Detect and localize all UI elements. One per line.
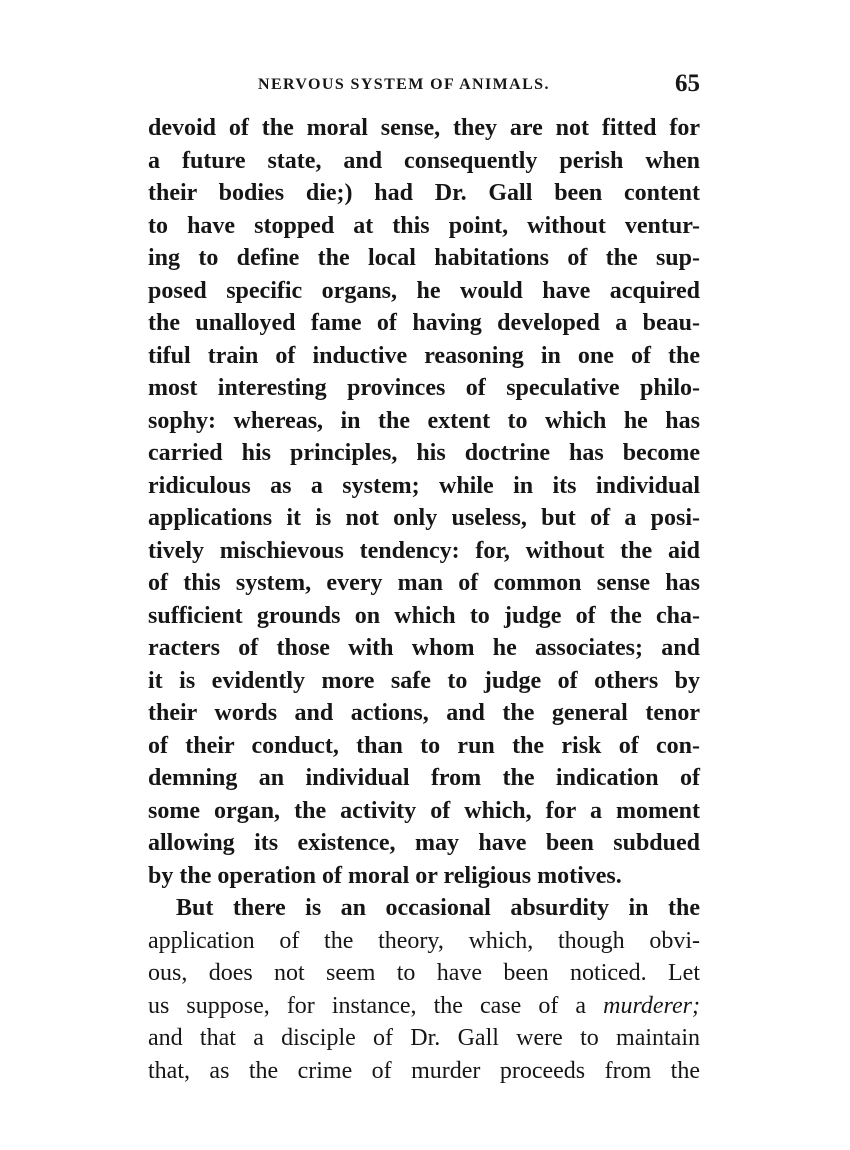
text-line: of their conduct, than to run the risk of con- xyxy=(148,732,700,759)
text-line: applications it is not only useless, but of a posi- xyxy=(148,505,700,531)
text-line: the unalloyed fame of having developed a beau- xyxy=(148,310,700,336)
running-head xyxy=(148,70,700,106)
text-line: most interesting provinces of speculative philo- xyxy=(148,375,700,401)
text-line: posed specific organs, he would have acquired xyxy=(148,277,700,304)
text-line: racters of those with whom he associates; and xyxy=(148,635,700,661)
text-line: some organ, the activity of which, for a moment xyxy=(148,797,700,824)
text-line: devoid of the moral sense, they are not fitted for xyxy=(148,115,700,141)
text-line: sophy: whereas, in the extent to which he has xyxy=(148,407,700,434)
text-line: application of the theory, which, though obvi- xyxy=(148,927,700,954)
text-line: carried his principles, his doctrine has become xyxy=(148,440,700,466)
text-line: by the operation of moral or religious motives. xyxy=(148,862,622,889)
text-line: it is evidently more safe to judge of others by xyxy=(148,667,700,694)
text-line: their bodies die;) had Dr. Gall been content xyxy=(148,180,700,206)
page-number: 65 xyxy=(675,70,700,97)
text-line: But there is an occasional absurdity in the xyxy=(176,895,700,921)
text-line: tively mischievous tendency: for, without the aid xyxy=(148,537,700,564)
paragraph-1 xyxy=(148,112,700,892)
text-line: and that a disciple of Dr. Gall were to maintain xyxy=(148,1025,700,1051)
text-line: sufficient grounds on which to judge of the cha- xyxy=(148,602,700,629)
text-line: to have stopped at this point, without ventur- xyxy=(148,212,700,239)
text-line: ous, does not seem to have been noticed. Let xyxy=(148,960,700,986)
running-title: NERVOUS SYSTEM OF ANIMALS. xyxy=(258,76,550,93)
text-line: ridiculous as a system; while in its individual xyxy=(148,472,700,499)
text-line: their words and actions, and the general tenor xyxy=(148,700,700,726)
text-segment: us suppose, for instance, the case of a xyxy=(148,992,604,1019)
text-line: a future state, and consequently perish when xyxy=(148,147,700,174)
text-line: that, as the crime of murder proceeds from the xyxy=(148,1057,700,1084)
text-line: demning an individual from the indication of xyxy=(148,765,700,791)
text-line-with-italic xyxy=(148,990,700,1023)
text-block xyxy=(148,112,700,1087)
text-line: allowing its existence, may have been subdued xyxy=(148,830,700,856)
italic-word: murderer; xyxy=(603,992,700,1019)
text-line: of this system, every man of common sense has xyxy=(148,570,700,596)
text-line: ing to define the local habitations of the sup- xyxy=(148,245,700,271)
paragraph-2 xyxy=(148,892,700,1087)
text-line: tiful train of inductive reasoning in one of the xyxy=(148,342,700,369)
